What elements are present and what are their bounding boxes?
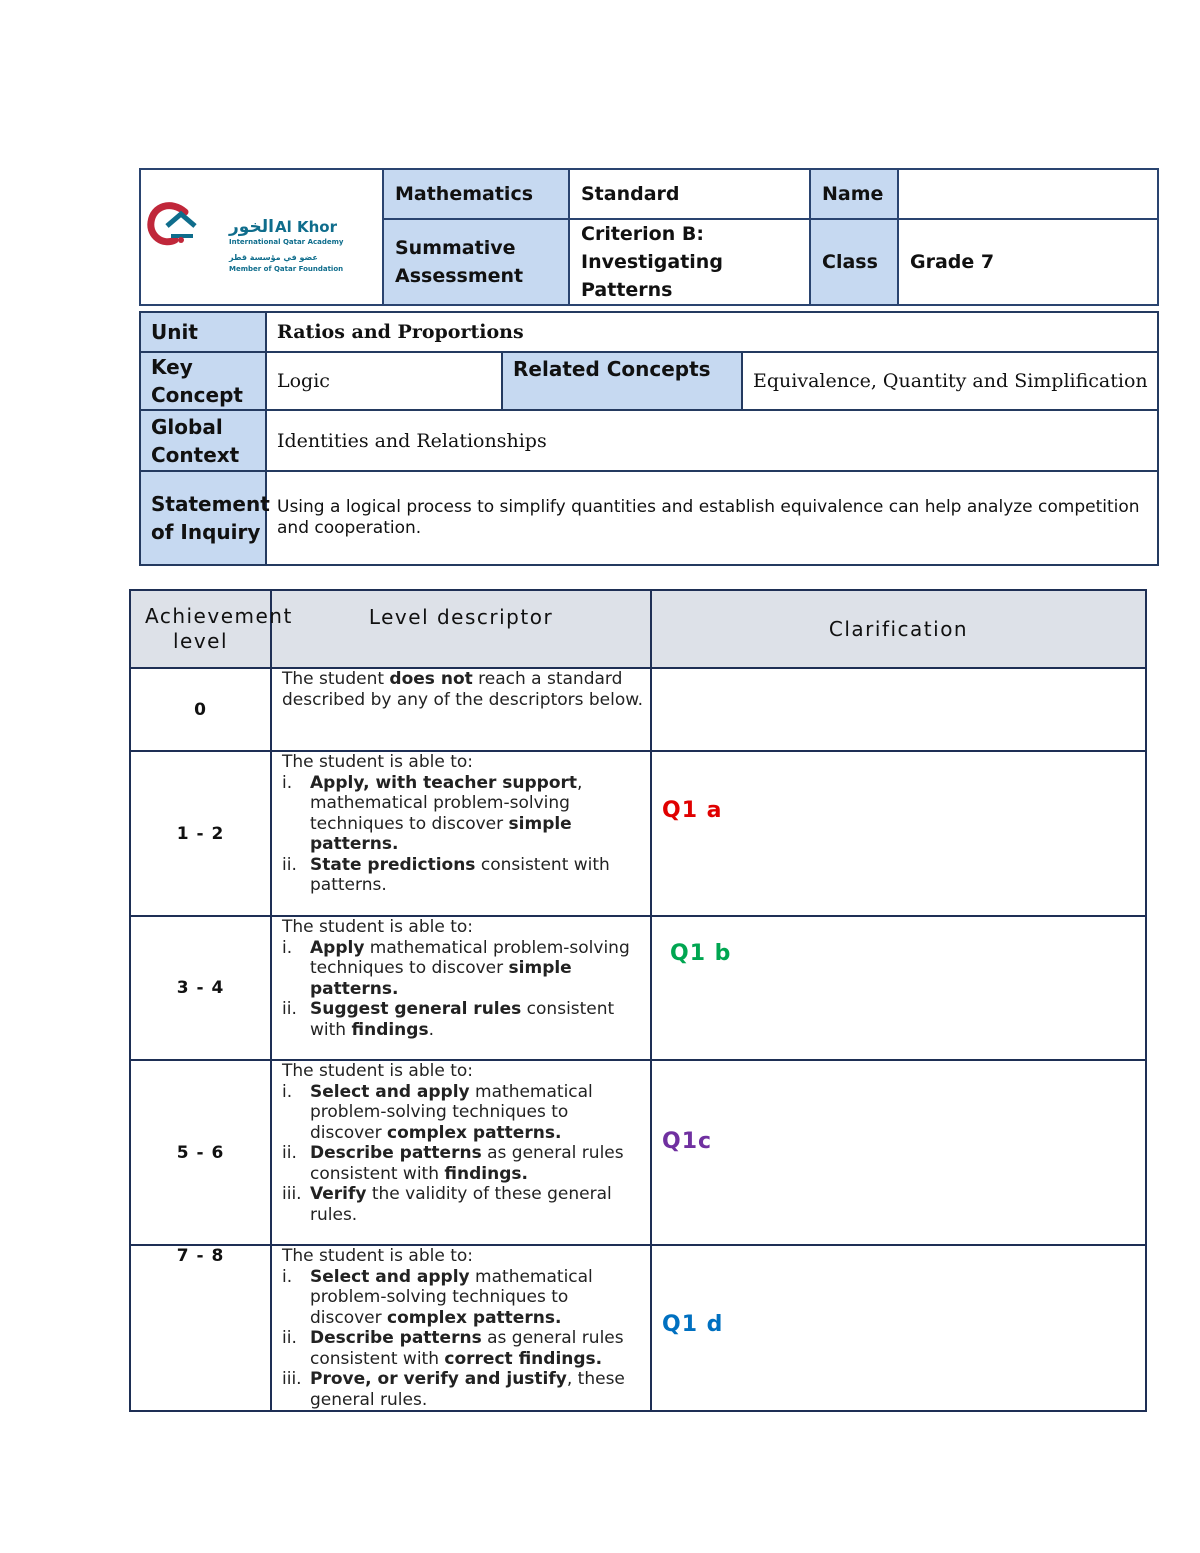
rubric-row	[130, 1060, 1146, 1245]
unit-info-table	[139, 311, 1159, 566]
level-value: 0	[130, 668, 271, 751]
descriptor-item: ii. Describe patterns as general rules consistent with correct findings.	[282, 1328, 624, 1369]
level-descriptor	[271, 1060, 651, 1245]
inquiry-value: Using a logical process to simplify quantities and establish equivalence can help analyze competition and cooperation.	[266, 471, 1158, 565]
clarification-question: Q1 b	[670, 941, 732, 966]
criterion-title: Criterion B:	[581, 223, 704, 245]
clarification-question: Q1 d	[662, 1312, 724, 1337]
rubric-row	[130, 916, 1146, 1060]
key-concept-value: Logic	[266, 352, 502, 410]
header-table	[139, 168, 1159, 306]
descriptor-item: ii. Describe patterns as general rules consistent with findings.	[282, 1143, 624, 1184]
level-value: 3 - 4	[130, 916, 271, 1060]
descriptor-intro: The student is able to:	[282, 752, 473, 772]
class-value: Grade 7	[898, 219, 1158, 305]
name-label: Name	[810, 169, 898, 219]
descriptor-item: iii. Verify the validity of these general rules.	[282, 1184, 612, 1225]
level-descriptor: The student does not reach a standard described by any of the descriptors below.	[271, 668, 651, 751]
global-context-label: Global Context	[140, 410, 266, 471]
clarification-cell	[651, 916, 1146, 1060]
clarification-question: Q1 a	[662, 798, 723, 823]
criterion-name: Investigating Patterns	[581, 251, 723, 301]
related-concepts-value: Equivalence, Quantity and Simplification	[742, 352, 1158, 410]
descriptor-item: ii. Suggest general rules consistent with findings.	[282, 999, 615, 1040]
level-descriptor	[271, 751, 651, 916]
level-descriptor-header: Level descriptor	[271, 590, 651, 668]
inquiry-label: Statement of Inquiry	[140, 471, 266, 565]
clarification-cell	[651, 668, 1146, 751]
level-descriptor	[271, 1245, 651, 1411]
descriptor-item: i. Apply mathematical problem-solving techniques to discover simple patterns.	[282, 937, 630, 999]
clarification-cell	[651, 1060, 1146, 1245]
related-concepts-label: Related Concepts	[502, 352, 742, 410]
logo-subtitle: International Qatar Academy	[229, 238, 344, 246]
rubric-row	[130, 668, 1146, 751]
clarification-cell	[651, 1245, 1146, 1411]
descriptor-item: i. Select and apply mathematical problem-solving techniques to discover complex patterns.	[282, 1081, 593, 1143]
unit-value: Ratios and Proportions	[266, 312, 1158, 352]
logo-member-line: Member of Qatar Foundation	[229, 265, 344, 273]
descriptor-item: iii. Prove, or verify and justify, these general rules.	[282, 1369, 625, 1410]
criterion-cell	[569, 219, 810, 305]
rubric-row	[130, 1245, 1146, 1411]
descriptor-intro: The student is able to:	[282, 1246, 473, 1266]
descriptor-item: i. Select and apply mathematical problem-solving techniques to discover complex patterns.	[282, 1266, 593, 1328]
key-concept-label: Key Concept	[140, 352, 266, 410]
subject-cell: Mathematics	[383, 169, 569, 219]
level-value: 7 - 8	[130, 1245, 271, 1411]
achievement-level-header: Achievement level	[130, 590, 271, 668]
logo-english-name: Al Khor	[275, 218, 337, 236]
descriptor-intro: The student is able to:	[282, 1061, 473, 1081]
level-value: 5 - 6	[130, 1060, 271, 1245]
assessment-type: Summative Assessment	[383, 219, 569, 305]
rubric-table	[129, 589, 1147, 1412]
descriptor-item: i. Apply, with teacher support, mathematical problem-solving techniques to discover simple patterns.	[282, 772, 583, 854]
clarification-header: Clarification	[651, 590, 1146, 668]
rubric-row	[130, 751, 1146, 916]
unit-label: Unit	[140, 312, 266, 352]
clarification-cell	[651, 751, 1146, 916]
level-value: 1 - 2	[130, 751, 271, 916]
school-logo	[141, 178, 381, 291]
global-context-value: Identities and Relationships	[266, 410, 1158, 471]
clarification-question: Q1c	[662, 1129, 713, 1154]
logo-cell	[140, 169, 383, 305]
level-cell: Standard	[569, 169, 810, 219]
class-label: Class	[810, 219, 898, 305]
logo-arabic-member: عضو في مؤسسة قطر	[229, 253, 318, 262]
descriptor-intro: The student is able to:	[282, 917, 473, 937]
name-field[interactable]	[898, 169, 1158, 219]
level-descriptor	[271, 916, 651, 1060]
logo-arabic-name: الخور	[229, 217, 274, 237]
descriptor-item: ii. State predictions consistent with patterns.	[282, 854, 610, 895]
